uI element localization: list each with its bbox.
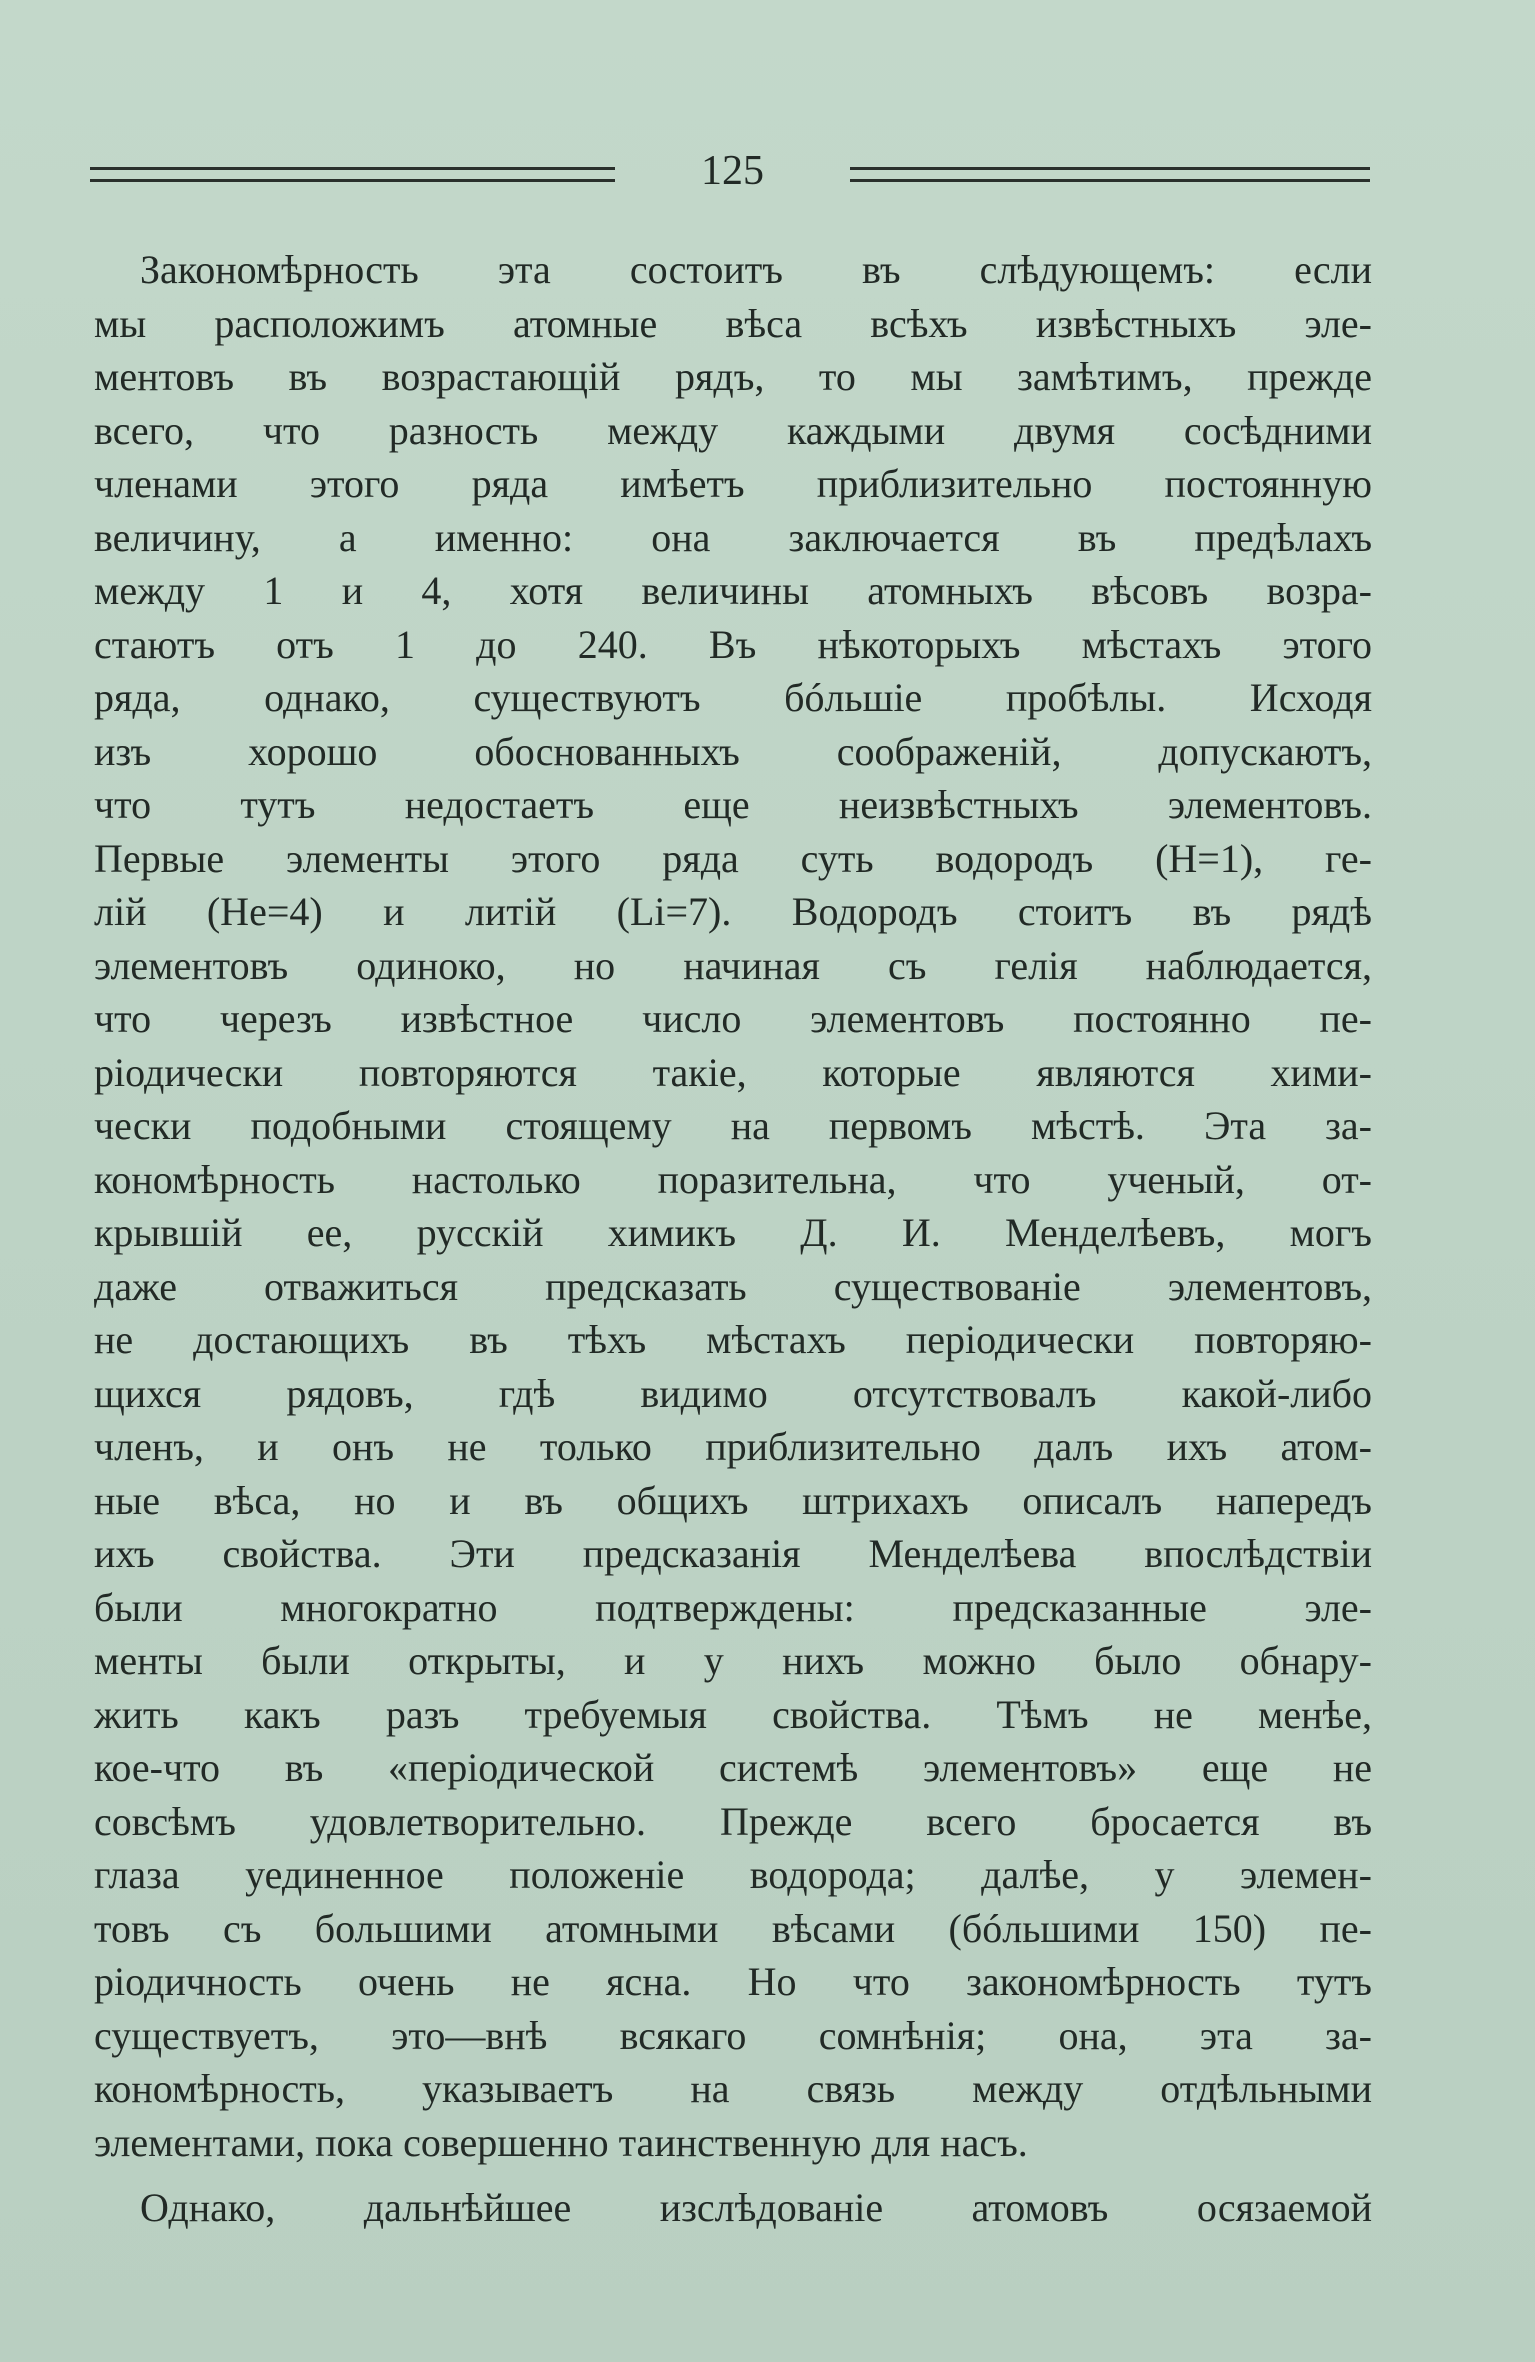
header-rule-right (850, 167, 1370, 182)
text-line: лій (He=4) и литій (Li=7). Водородъ стоитъ въ рядѣ (94, 889, 1372, 934)
text-line: мы расположимъ атомные вѣса всѣхъ извѣстныхъ эле- (94, 300, 1372, 346)
text-line: кономѣрность настолько поразительна, что ученый, от- (94, 1156, 1372, 1202)
text-line: менты были открыты, и у нихъ можно было обнару- (94, 1638, 1372, 1683)
text-line: изъ хорошо обоснованныхъ соображеній, допускаютъ, (94, 728, 1372, 774)
text-line: глаза уединенное положеніе водорода; далѣе, у элемен- (94, 1852, 1372, 1897)
paragraph-2 (94, 2181, 1372, 2235)
text-line: ные вѣса, но и въ общихъ штрихахъ описалъ напередъ (94, 1477, 1372, 1523)
text-line: элементовъ одиноко, но начиная съ гелія наблюдается, (94, 942, 1372, 988)
text-line: были многократно подтверждены: предсказанные эле- (94, 1584, 1372, 1630)
text-line: не достающихъ въ тѣхъ мѣстахъ періодически повторяю- (94, 1317, 1372, 1362)
text-line: Однако, дальнѣйшее изслѣдованіе атомовъ осязаемой (140, 2185, 1372, 2230)
text-line: ментовъ въ возрастающій рядъ, то мы замѣтимъ, прежде (94, 354, 1372, 399)
text-line: даже отважиться предсказать существованіе элементовъ, (94, 1263, 1372, 1309)
text-line: жить какъ разъ требуемыя свойства. Тѣмъ не менѣе, (94, 1691, 1372, 1737)
page-number: 125 (701, 148, 764, 194)
text-line: ихъ свойства. Эти предсказанія Менделѣева впослѣдствіи (94, 1531, 1372, 1576)
text-line: ріодически повторяются такіе, которые являются хими- (94, 1049, 1372, 1095)
body-text (94, 243, 1372, 2235)
text-line: крывшій ее, русскій химикъ Д. И. Менделѣевъ, могъ (94, 1210, 1372, 1255)
text-line: ріодичность очень не ясна. Но что закономѣрность тутъ (94, 1959, 1372, 2004)
text-line: членами этого ряда имѣетъ приблизительно постоянную (94, 461, 1372, 506)
text-line: Первые элементы этого ряда суть водородъ (H=1), ге- (94, 835, 1372, 881)
text-line: элементами, пока совершенно таинственную для насъ. (94, 2119, 1028, 2165)
text-line: Закономѣрность эта состоитъ въ слѣдующемъ: если (140, 247, 1372, 292)
text-line: кономѣрность, указываетъ на связь между отдѣльными (94, 2066, 1372, 2111)
page-header (90, 145, 1370, 197)
header-rule-left (90, 167, 615, 182)
text-line: что черезъ извѣстное число элементовъ постоянно пе- (94, 996, 1372, 1041)
text-line: что тутъ недостаетъ еще неизвѣстныхъ элементовъ. (94, 782, 1372, 827)
text-line: ряда, однако, существуютъ бóльшіе пробѣлы. Исходя (94, 675, 1372, 720)
text-line: совсѣмъ удовлетворительно. Прежде всего бросается въ (94, 1798, 1372, 1844)
text-line: щихся рядовъ, гдѣ видимо отсутствовалъ какой-либо (94, 1370, 1372, 1416)
text-line: чески подобными стоящему на первомъ мѣстѣ. Эта за- (94, 1103, 1372, 1148)
text-line: стаютъ отъ 1 до 240. Въ нѣкоторыхъ мѣстахъ этого (94, 621, 1372, 667)
text-line: величину, а именно: она заключается въ предѣлахъ (94, 514, 1372, 560)
text-line: кое-что въ «періодической системѣ элементовъ» еще не (94, 1745, 1372, 1790)
text-line: членъ, и онъ не только приблизительно далъ ихъ атом- (94, 1424, 1372, 1469)
paragraph-1 (94, 243, 1372, 2169)
text-line: между 1 и 4, хотя величины атомныхъ вѣсовъ возра- (94, 568, 1372, 613)
text-line: всего, что разность между каждыми двумя сосѣдними (94, 407, 1372, 453)
text-line: существуетъ, это—внѣ всякаго сомнѣнія; она, эта за- (94, 2012, 1372, 2058)
text-line: товъ съ большими атомными вѣсами (бóльшими 150) пе- (94, 1905, 1372, 1951)
